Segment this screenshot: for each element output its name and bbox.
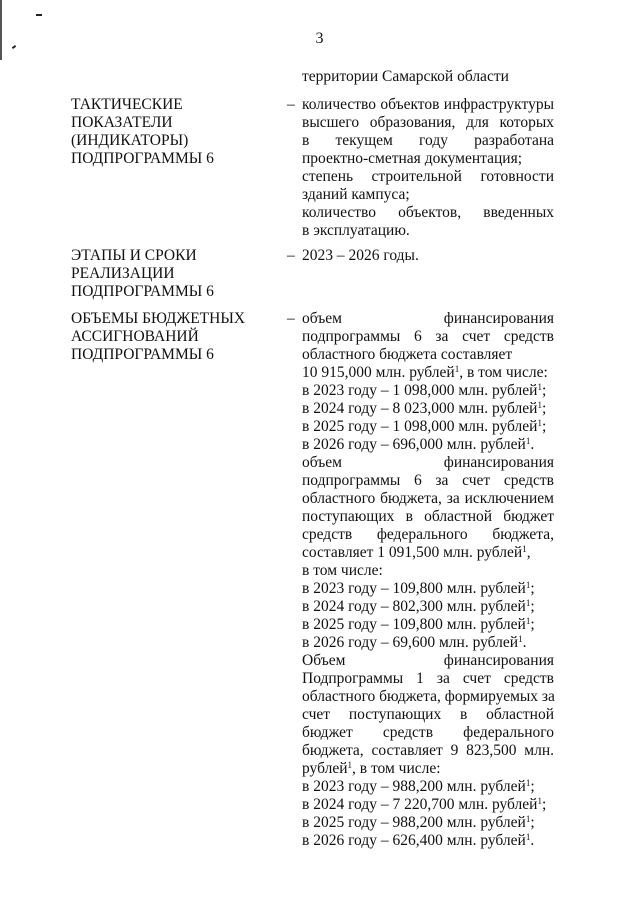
- section-label: ТАКТИЧЕСКИЕ ПОКАЗАТЕЛИ (ИНДИКАТОРЫ) ПОДПРОГРАММЫ 6: [71, 96, 214, 167]
- section-dash: –: [287, 96, 295, 113]
- continuation-text: территории Самарской области: [302, 68, 509, 85]
- section-content: объем финансирования подпрограммы 6 за счет средств областного бюджета составляет 10 915,000 млн. рублей$^1$, в том числе: в 2023 году – 1 098,000 млн. рублей$^1$; в 2024 году – 8 023,000 млн. рублей$^1$; в 2025 году – 1 098,000 млн. рублей$^1$; в 2026 году – 696,000 млн. рублей$^1$. объем финансирования подпрограммы 6 за счет средств областного бюджета, за исключением поступающих в областной бюджет средств федерального бюджета, составляет 1 091,500 млн. рублей$^1$, в том числе: в 2023 году – 109,800 млн. рублей$^1$; в 2024 году – 802,300 млн. рублей$^1$; в 2025 году – 109,800 млн. рублей$^1$; в 2026 году – 69,600 млн. рублей$^1$. Объем финансирования Подпрограммы 1 за счет средств областного бюджета, формируемых за счет поступающих в областной бюджет средств федерального бюджета, составляет 9 823,500 млн. рублей$^1$, в том числе: в 2023 году – 988,200 млн. рублей$^1$; в 2024 году – 7 220,700 млн. рублей$^1$; в 2025 году – 988,200 млн. рублей$^1$; в 2026 году – 626,400 млн. рублей$^1$.: [302, 310, 555, 849]
- page-number: 3: [315, 30, 324, 47]
- section-label: ЭТАПЫ И СРОКИ РЕАЛИЗАЦИИ ПОДПРОГРАММЫ 6: [71, 247, 214, 300]
- section-dash: –: [287, 310, 295, 327]
- section-content: количество объектов инфраструктуры высшего образования, для которых в текущем году разработана проектно-сметная документация; степень строительной готовности зданий кампуса; количество объектов, введенных в эксплуатацию.: [302, 96, 554, 239]
- scan-edge-mark-top: [36, 14, 42, 16]
- section-content: 2023 – 2026 годы.: [302, 247, 419, 264]
- section-label: ОБЪЕМЫ БЮДЖЕТНЫХ АССИГНОВАНИЙ ПОДПРОГРАММЫ 6: [71, 310, 246, 363]
- section-dash: –: [287, 247, 295, 264]
